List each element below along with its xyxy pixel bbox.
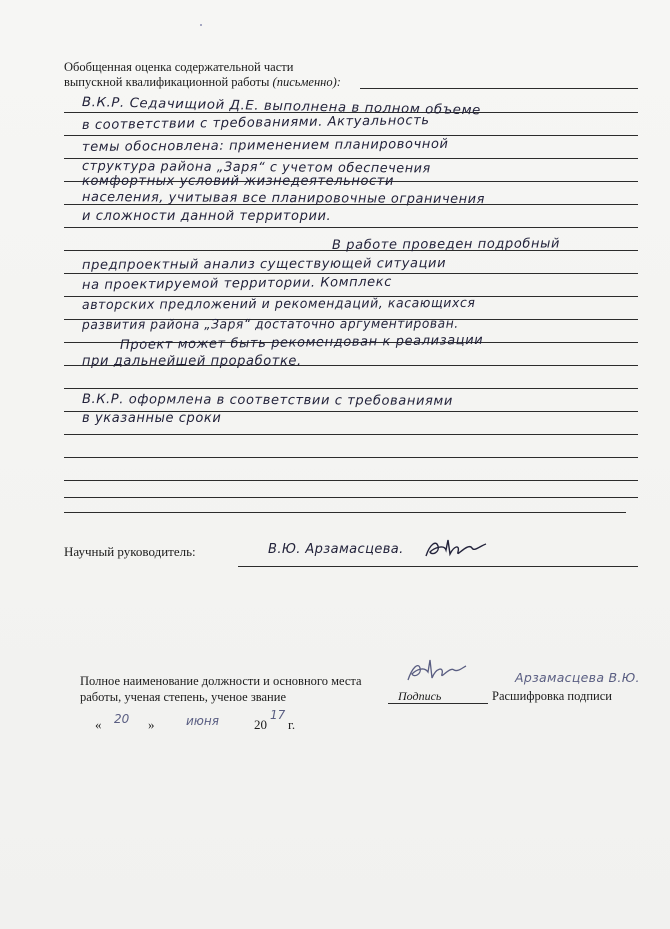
position-label-line-2: работы, ученая степень, ученое звание <box>80 690 286 704</box>
ruled-line <box>64 135 638 136</box>
decode-label: Расшифровка подписи <box>492 689 612 703</box>
handwritten-line: В.К.Р. оформлена в соответствии с требованиями <box>81 392 453 409</box>
handwritten-line: населения, учитывая все планировочные ограничения <box>81 190 486 208</box>
supervisor-name: В.Ю. Арзамасцева. <box>268 542 404 557</box>
handwritten-line: авторских предложений и рекомендаций, касающихся <box>81 295 476 313</box>
supervisor-signature <box>422 534 492 564</box>
supervisor-label: Научный руководитель: <box>64 544 196 559</box>
ruled-line <box>64 434 638 435</box>
handwritten-line: Проект может быть рекомендован к реализации <box>119 332 484 353</box>
heading-line-2: выпускной квалификационной работы (письменно): <box>64 75 341 89</box>
handwritten-line: на проектируемой территории. Комплекс <box>81 274 392 293</box>
date-close-quote: » <box>148 717 155 732</box>
ruled-line <box>360 88 638 89</box>
date-year-prefix: 20 <box>254 717 267 732</box>
signature-label: Подпись <box>398 689 442 703</box>
handwritten-line: при дальнейшей проработке. <box>82 354 302 369</box>
date-day: 20 <box>114 712 130 726</box>
heading-line-1: Обобщенная оценка содержательной части <box>64 60 294 74</box>
position-label <box>80 673 380 705</box>
supervisor-line <box>238 566 638 567</box>
handwritten-line: развития района „Заря“ достаточно аргументирован. <box>81 316 459 333</box>
ruled-line <box>64 497 638 498</box>
ruled-line <box>64 388 638 389</box>
position-label-line-1: Полное наименование должности и основного места <box>80 674 362 688</box>
heading-note: (письменно): <box>272 75 341 89</box>
handwritten-line: предпроектный анализ существующей ситуации <box>81 256 447 273</box>
handwritten-line: темы обосновлена: применением планировочной <box>81 136 449 155</box>
date-open-quote: « <box>95 717 102 732</box>
handwritten-line: В.К.Р. Седачищиой Д.Е. выполнена в полном объеме <box>81 95 482 119</box>
date-month: июня <box>186 714 219 728</box>
handwritten-line: комфортных условий жизнедеятельности <box>82 174 395 189</box>
handwritten-line: структура района „Заря“ с учетом обеспечения <box>81 159 431 177</box>
scan-speck <box>200 24 202 26</box>
ruled-line <box>64 273 638 274</box>
handwritten-line: в указанные сроки <box>82 411 222 426</box>
handwritten-line: и сложности данной территории. <box>82 209 332 224</box>
form-heading <box>64 60 394 90</box>
ruled-line <box>64 480 638 481</box>
date-year-suffix: 17 <box>270 708 286 722</box>
footer-signature <box>404 656 468 686</box>
decode-name: Арзамасцева В.Ю. <box>515 670 640 685</box>
ruled-line <box>64 227 638 228</box>
ruled-line <box>64 512 626 513</box>
date-suffix: г. <box>288 717 296 732</box>
ruled-line <box>64 457 638 458</box>
handwritten-line: в соответствии с требованиями. Актуальность <box>81 113 430 133</box>
handwritten-line: В работе проведен подробный <box>331 236 561 253</box>
